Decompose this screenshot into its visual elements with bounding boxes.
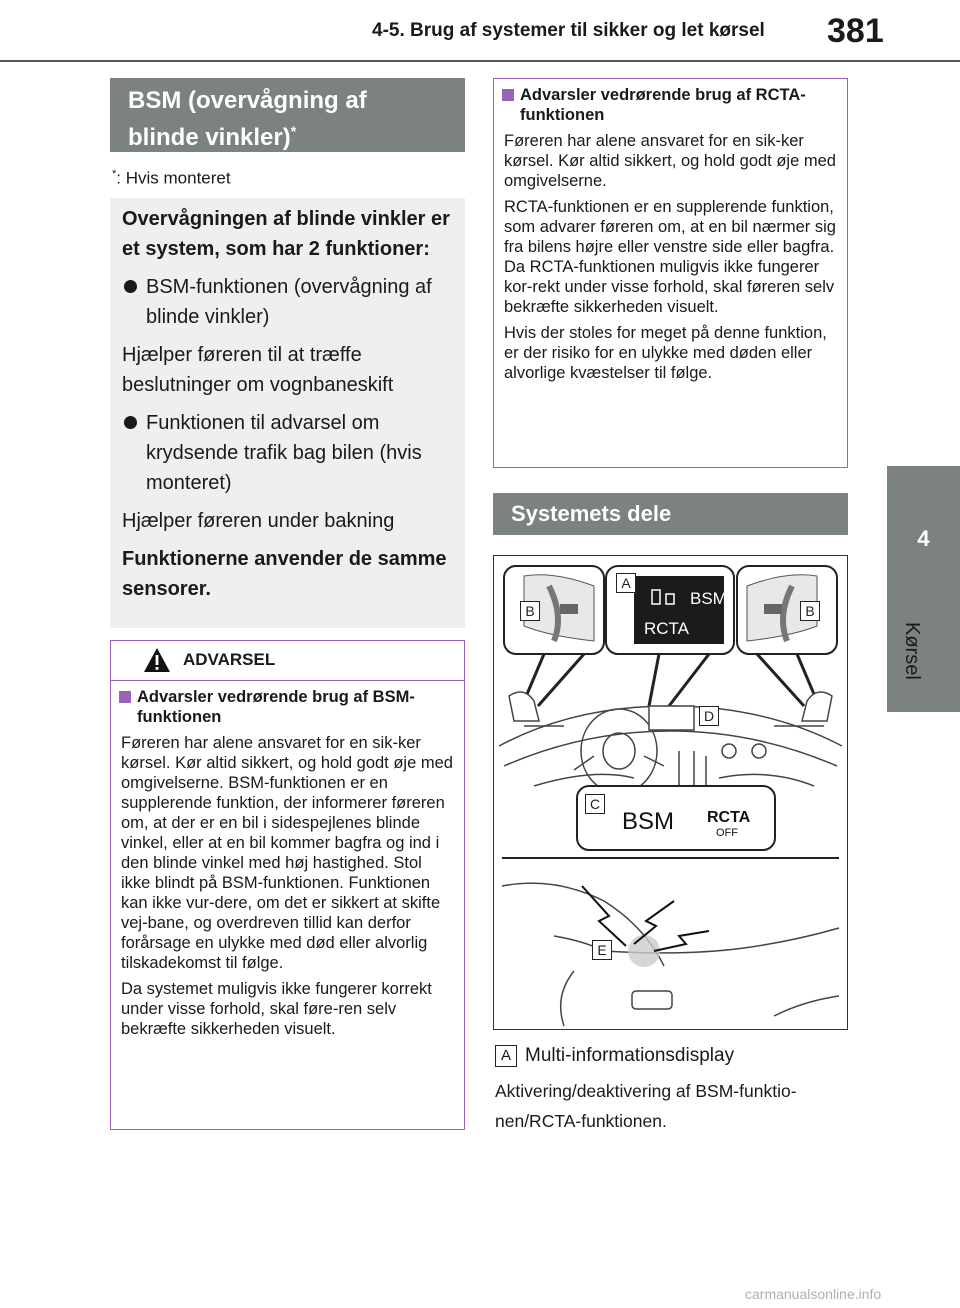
intro-box [110, 198, 465, 628]
warning-box-rcta [493, 78, 848, 468]
legend-label-a: A [495, 1045, 517, 1067]
chapter-number: 4 [917, 526, 930, 551]
bsm-heading-line1: BSM (overvågning af [128, 87, 367, 114]
warning-paragraph: RCTA-funktionen er en supplerende funktion, som advarer føreren om, at en bil nærmer sig fra bilens højre eller venstre side eller bagfra. Da RCTA-funktionen muligvis ikke fungerer kor-rekt under visse forhold, skal føreren selv bekræfte sikkerheden visuelt. [504, 198, 836, 316]
bullet-dot [124, 416, 137, 429]
bullet-dot [124, 280, 137, 293]
system-parts-heading: Systemets dele [493, 493, 848, 535]
footnote [112, 168, 231, 189]
dashboard [499, 692, 842, 793]
label-b-right: B [800, 601, 820, 621]
watermark: carmanualsonline.info [745, 1286, 882, 1302]
bsm-section-heading [110, 78, 465, 152]
display-bsm-text: BSM [690, 589, 727, 608]
legend-item-a [495, 1045, 734, 1067]
system-parts-diagram [493, 555, 848, 1030]
chapter-section-title: 4-5. Brug af systemer til sikker og let kørsel [372, 20, 765, 41]
square-bullet-icon [502, 89, 514, 101]
legend-text-a: Multi-informationsdisplay [525, 1045, 735, 1066]
warning-label: ADVARSEL [183, 650, 276, 669]
right-mirror-inset [737, 566, 837, 654]
intro-bullet-bsm [122, 272, 453, 332]
intro-bullet2-text: Funktionen til advarsel om krydsende trafik bag bilen (hvis monteret) [146, 412, 422, 494]
switch-rcta-text: RCTA [707, 809, 751, 826]
intro-tail: Funktionerne anvender de samme sensorer. [122, 548, 447, 600]
warning-subtitle: Advarsler vedrørende brug af RCTA-funktionen [502, 85, 837, 125]
header-rule [0, 60, 960, 62]
chapter-label: Kørsel [901, 622, 923, 680]
label-c: C [585, 794, 605, 814]
warning-paragraph: Føreren har alene ansvaret for en sik-ker kørsel. Kør altid sikkert, og hold godt øje med omgivelserne. [504, 132, 836, 190]
switch-bsm-text: BSM [622, 808, 675, 835]
warning-paragraph: Da systemet muligvis ikke fungerer korrekt under visse forhold, skal føre-ren selv bekræfte sikkerheden visuelt. [121, 980, 432, 1038]
display-rcta-text: RCTA [644, 619, 690, 638]
dashboard-illustration [494, 556, 847, 1029]
warning-box-bsm [110, 640, 465, 1130]
chapter-side-tab [887, 466, 960, 712]
label-a: A [616, 573, 636, 593]
switch-off-text: OFF [716, 827, 738, 839]
intro-bullet1-text: BSM-funktionen (overvågning af blinde vinkler) [146, 276, 432, 328]
warning-paragraph: Hvis der stoles for meget på denne funktion, er der risiko for en ulykke med døden eller alvorlige kvæstelser til følge. [504, 324, 827, 382]
footnote-text: : Hvis monteret [116, 168, 231, 188]
label-b-left: B [520, 601, 540, 621]
square-bullet-icon [119, 691, 131, 703]
intro-lead: Overvågningen af blinde vinkler er et system, som har 2 funktioner: [122, 208, 450, 260]
warning-paragraph: Føreren har alene ansvaret for en sik-ker kørsel. Kør altid sikkert, og hold godt øje med omgivelserne. BSM-funktionen er en supplerende funktion, der informerer føreren om, at der er en bil i sidespejlenes blinde vinkel, eller at en bil kommer bagfra og ind i den blinde vinkel med høj hastighed. Stol ikke blindt på BSM-funktionen. Funktionen kan ikke vur-dere, om det er sikkert at skifte vej-bane, og overdreven tillid kan derfor forårsage en ulykke med død eller alvorlig tilskadekomst til følge. [121, 734, 453, 972]
label-d: D [699, 706, 719, 726]
label-e: E [592, 940, 612, 960]
bsm-heading-marker: * [290, 123, 297, 139]
warning-triangle-icon [143, 647, 171, 673]
bsm-rcta-switch-inset [577, 786, 775, 850]
intro-bullet-rcta [122, 408, 453, 498]
left-mirror-inset [504, 566, 604, 654]
bsm-heading-line2: blinde vinkler) [128, 124, 291, 151]
legend-description-a: Aktivering/deaktivering af BSM-funktio-nen/RCTA-funktionen. [495, 1081, 797, 1131]
intro-desc-rcta: Hjælper føreren under bakning [122, 510, 395, 532]
footnote-marker: * [112, 168, 117, 180]
warning-subtitle: Advarsler vedrørende brug af BSM-funktionen [119, 687, 454, 727]
intro-desc-bsm: Hjælper føreren til at træffe beslutninger om vognbaneskift [122, 344, 394, 396]
rear-bumper-illustration [502, 883, 839, 1026]
warning-header [111, 641, 464, 681]
page-number: 381 [827, 12, 884, 50]
